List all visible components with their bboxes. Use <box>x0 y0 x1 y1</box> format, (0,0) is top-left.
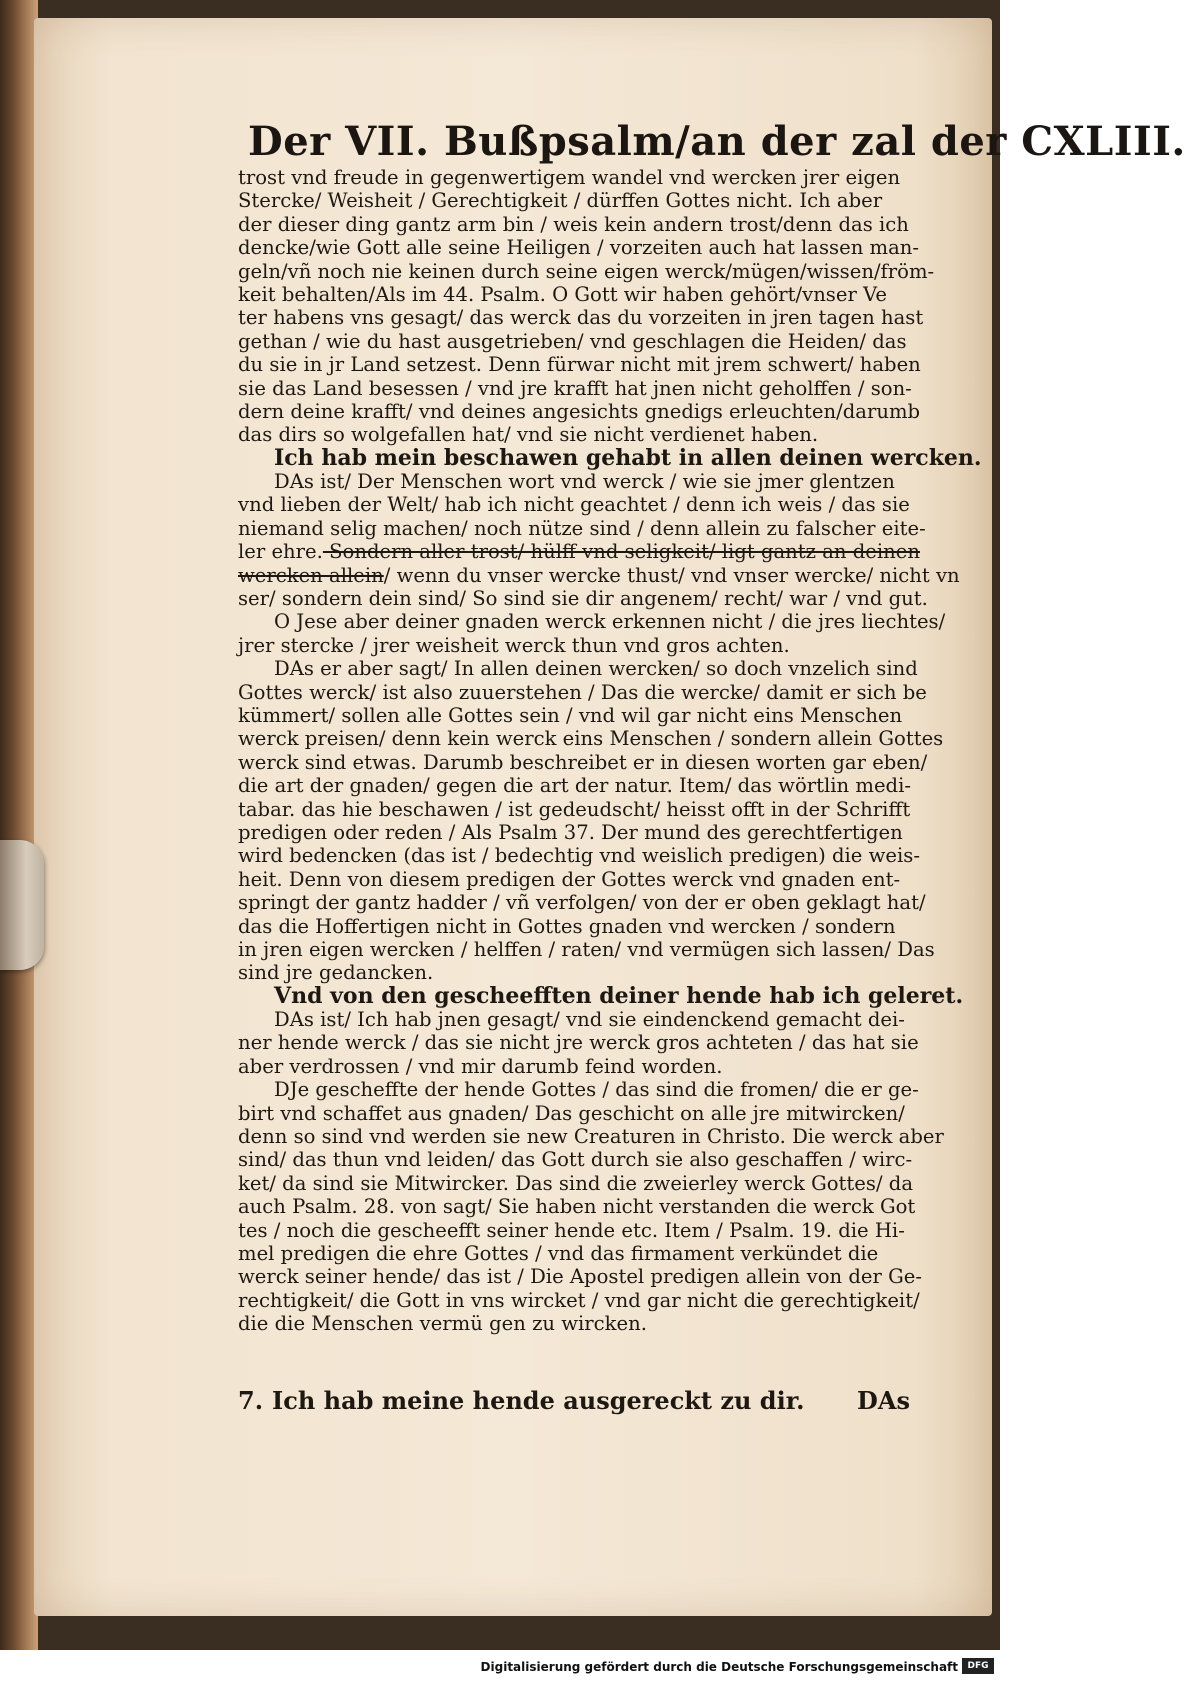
running-title: Der VII. Bußpsalm/an der zal der CXLIII. <box>248 118 1186 165</box>
text-line <box>238 353 921 377</box>
text-line <box>238 1288 920 1312</box>
line-text: werck preisen/ denn kein werck eins Menschen / sondern allein Gottes <box>238 727 944 751</box>
line-text: vnd lieben der Welt/ hab ich nicht geachtet / denn ich weis / das sie <box>238 493 910 517</box>
line-text: O Jese aber deiner gnaden werck erkennen nicht / die jres liechtes/ <box>274 610 946 634</box>
text-line <box>238 1312 910 1335</box>
line-text: Stercke/ Weisheit / Gerechtigkeit / dürffen Gottes nicht. Ich aber <box>238 189 883 213</box>
text-line <box>238 493 910 516</box>
text-line <box>238 821 910 844</box>
line-text: Gottes werck/ ist also zuuerstehen / Das die wercke/ damit er sich be <box>238 680 927 704</box>
catchword: DAs <box>857 1386 910 1415</box>
line-text: springt der gantz hadder / vñ verfolgen/ von der er oben geklagt hat/ <box>238 891 926 915</box>
line-text: DJe gescheffte der hende Gottes / das sind die fromen/ die er ge- <box>274 1078 919 1102</box>
line-text: Vnd von den gescheefften deiner hende hab ich geleret. <box>274 982 964 1009</box>
line-text: wird bedencken (das ist / bedechtig vnd weislich predigen) die weis- <box>238 844 920 868</box>
line-text: denn so sind vnd werden sie new Creaturen in Christo. Die werck aber <box>238 1125 944 1149</box>
line-text: niemand selig machen/ noch nütze sind / denn allein zu falscher eite- <box>238 516 926 540</box>
text-line <box>238 634 910 657</box>
dfg-logo-icon: DFG <box>962 1658 994 1674</box>
line-text: jrer stercke / jrer weisheit werck thun vnd gros achten. <box>238 633 790 657</box>
verse-heading <box>238 444 982 471</box>
text-line <box>238 1102 910 1125</box>
text-line <box>238 1195 916 1219</box>
struck-text: wercken allein <box>238 563 384 587</box>
line-text: in jren eigen wercken / helffen / raten/ vnd vermügen sich lassen/ Das <box>238 937 935 961</box>
verse-number: 7. <box>238 1386 264 1415</box>
text-line <box>238 377 910 400</box>
line-text: der dieser ding gantz arm bin / weis kein andern trost/denn das ich <box>238 212 909 236</box>
text-line <box>238 1055 910 1078</box>
text-line <box>238 1078 919 1102</box>
line-text: werck seiner hende/ das ist / Die Apostel predigen allein von der Ge- <box>238 1265 922 1289</box>
catchline <box>238 1386 910 1416</box>
text-line <box>238 1171 914 1195</box>
verse-heading <box>238 982 964 1009</box>
text-line <box>238 704 910 727</box>
line-text: tes / noch die gescheefft seiner hende etc. Item / Psalm. 19. die Hi- <box>238 1218 905 1242</box>
page-clip <box>0 840 44 970</box>
text-line <box>238 868 910 891</box>
line-text: auch Psalm. 28. von sagt/ Sie haben nicht verstanden die werck Got <box>238 1195 916 1219</box>
line-text: ler ehre. <box>238 540 323 564</box>
line-text: du sie in jr Land setzest. Denn fürwar nicht mit jrem schwert/ haben <box>238 353 921 377</box>
text-line <box>238 961 910 984</box>
text-line <box>238 657 918 681</box>
line-text: werck sind etwas. Darumb beschreibet er in diesen worten gar eben/ <box>238 750 928 774</box>
line-text: ter habens vns gesagt/ das werck das du vorzeiten in jren tagen hast <box>238 306 924 330</box>
text-line <box>238 680 927 704</box>
text-line <box>238 1219 910 1242</box>
line-text: DAs ist/ Der Menschen wort vnd werck / wie sie jmer glentzen <box>274 470 895 494</box>
text-line <box>238 587 928 611</box>
line-text: DAs er aber sagt/ In allen deinen wercken/ so doch vnzelich sind <box>274 657 918 681</box>
line-text: ser/ sondern dein sind/ So sind sie dir angenem/ recht/ war / vnd gut. <box>238 587 928 611</box>
text-line <box>238 750 928 774</box>
line-text: dencke/wie Gott alle seine Heiligen / vorzeiten auch hat lassen man- <box>238 236 920 260</box>
text-line <box>238 844 920 868</box>
line-text: die art der gnaden/ gegen die art der natur. Item/ das wörtlin medi- <box>238 774 911 798</box>
line-text: das die Hoffertigen nicht in Gottes gnaden vnd wercken / sondern <box>238 914 896 938</box>
text-line <box>238 259 935 283</box>
line-text: predigen oder reden / Als Psalm 37. Der mund des gerechtfertigen <box>238 820 903 844</box>
line-text: dern deine krafft/ vnd deines angesichts gnedigs erleuchten/darumb <box>238 399 921 423</box>
line-text: sind/ das thun vnd leiden/ das Gott durch sie also geschaffen / wirc- <box>238 1148 913 1172</box>
line-text: aber verdrossen / vnd mir darumb feind worden. <box>238 1054 723 1078</box>
line-text: ner hende werck / das sie nicht jre werck gros achteten / das hat sie <box>238 1031 919 1055</box>
text-line <box>238 470 910 493</box>
text-line <box>238 798 910 821</box>
line-text: DAs ist/ Ich hab jnen gesagt/ vnd sie eindenckend gemacht dei- <box>274 1008 905 1032</box>
text-line <box>238 540 920 564</box>
text-line <box>238 236 920 260</box>
line-text: keit behalten/Als im 44. Psalm. O Gott wir haben gehört/vnser Ve <box>238 282 888 306</box>
verse-heading: Ich hab meine hende ausgereckt zu dir. <box>272 1386 805 1415</box>
line-text: das dirs so wolgefallen hat/ vnd sie nicht verdienet haben. <box>238 423 819 447</box>
line-text: tabar. das hie beschawen / ist gedeudscht/ heisst offt in der Schrifft <box>238 797 911 821</box>
text-line <box>238 306 924 330</box>
text-line <box>238 423 910 446</box>
text-line <box>238 283 910 306</box>
text-line <box>238 399 921 423</box>
line-text: sind jre gedancken. <box>238 961 434 985</box>
line-text: gethan / wie du hast ausgetrieben/ vnd geschlagen die Heiden/ das <box>238 329 907 353</box>
text-line <box>238 1242 910 1265</box>
struck-text: Sondern aller trost/ hülff vnd seligkeit/ ligt gantz an deinen <box>322 540 920 564</box>
line-text: die die Menschen vermü gen zu wircken. <box>238 1312 647 1336</box>
book-binding <box>0 0 38 1650</box>
text-line <box>238 213 910 236</box>
line-text: ket/ da sind sie Mitwircker. Das sind die zweierley werck Gottes/ da <box>238 1171 914 1195</box>
text-line <box>238 1148 913 1172</box>
line-text: / wenn du vnser wercke thust/ vnd vnser wercke/ nicht vn <box>383 563 960 587</box>
text-line <box>238 610 946 634</box>
footer <box>0 1650 1000 1685</box>
line-text: Ich hab mein beschawen gehabt in allen deinen wercken. <box>274 444 982 471</box>
text-line <box>238 1008 910 1031</box>
line-text: geln/vñ noch nie keinen durch seine eigen werck/mügen/wissen/fröm- <box>238 259 935 283</box>
line-text: birt vnd schaffet aus gnaden/ Das geschicht on alle jre mitwircken/ <box>238 1101 905 1125</box>
text-line <box>238 189 910 212</box>
text-line <box>238 1265 922 1289</box>
line-text: kümmert/ sollen alle Gottes sein / vnd wil gar nicht eins Menschen <box>238 703 903 727</box>
body-text <box>238 166 982 1336</box>
text-line <box>238 937 935 961</box>
text-line <box>238 563 960 587</box>
text-line <box>238 1125 944 1149</box>
text-line <box>238 516 926 540</box>
line-text: mel predigen die ehre Gottes / vnd das firmament verkündet die <box>238 1241 879 1265</box>
line-text: trost vnd freude in gegenwertigem wandel vnd wercken jrer eigen <box>238 166 901 189</box>
line-text: rechtigkeit/ die Gott in vns wircket / vnd gar nicht die gerechtigkeit/ <box>238 1288 920 1312</box>
text-line <box>238 1031 919 1055</box>
text-line <box>238 166 910 189</box>
line-text: sie das Land besessen / vnd jre krafft hat jnen nicht geholffen / son- <box>238 376 912 400</box>
footer-credit: Digitalisierung gefördert durch die Deutsche Forschungsgemeinschaft <box>480 1660 958 1674</box>
text-line <box>238 915 910 938</box>
text-line <box>238 727 944 751</box>
text-line <box>238 891 926 915</box>
text-line <box>238 330 910 353</box>
text-line <box>238 774 910 797</box>
line-text: heit. Denn von diesem predigen der Gottes werck vnd gnaden ent- <box>238 867 901 891</box>
